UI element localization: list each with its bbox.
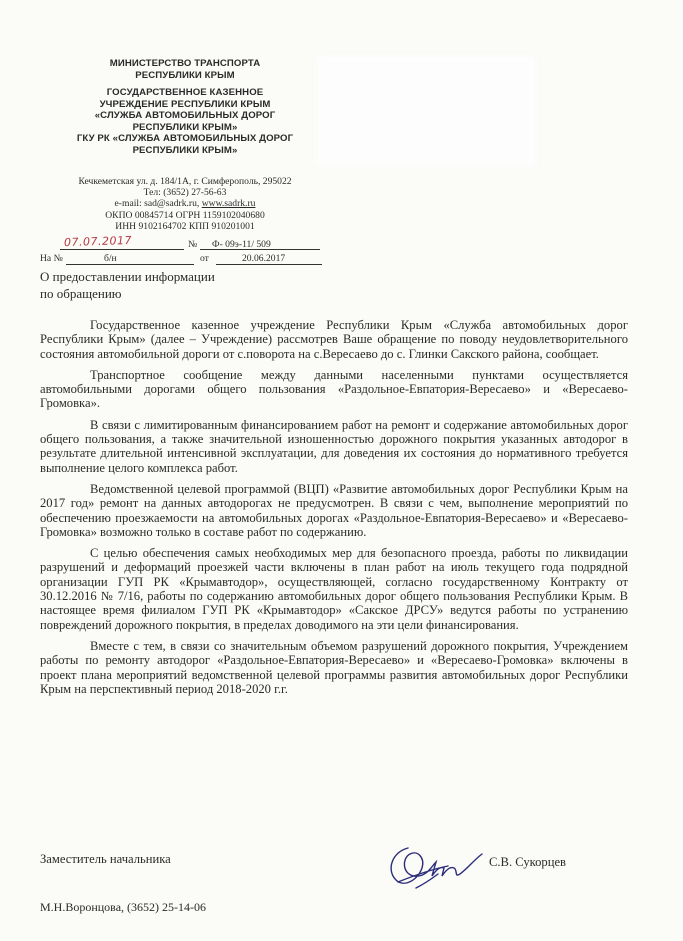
website-link[interactable]: www.sadrk.ru: [201, 198, 256, 210]
reply-date-label: от: [200, 253, 209, 264]
email-label: e-mail: sad@sadrk.ru,: [114, 198, 202, 210]
signer-name: С.В. Сукорцев: [489, 855, 566, 869]
address: Кечкеметская ул. д. 184/1А, г. Симферополь, 295022: [78, 176, 292, 187]
body-paragraph: Ведомственной целевой программой (ВЦП) «Развитие автомобильных дорог Республики Крым на 2017 год» ремонт на данных автодорогах не предусмотрен. В связи с чем, выполнение мероприятий по обеспечению проезжаемости на автомобильных дорогах «Раздольное-Евпатория-Вересаево» и «Вересаево-Громовка» возможно только в составе работ по содержанию.: [40, 481, 628, 539]
outgoing-number: Ф- 09э-11/ 509: [212, 239, 271, 250]
contacts-block: [60, 176, 310, 232]
handwritten-signature: [378, 830, 488, 900]
letterhead-line: РЕСПУБЛИКИ КРЫМ»: [132, 121, 238, 133]
body-paragraph: Государственное казенное учреждение Республики Крым «Служба автомобильных дорог Республики Крым» (далее – Учреждение) рассмотрев Ваше обращение по поводу неудовлетворительного состояния автомобильной дороги от с.поворота на с.Вересаево до с. Глинки Сакского района, сообщает.: [40, 318, 628, 361]
letterhead-line: ГКУ РК «СЛУЖБА АВТОМОБИЛЬНЫХ ДОРОГ: [76, 133, 294, 144]
okpo-ogrn: ОКПО 00845714 ОГРН 1159102040680: [105, 209, 265, 221]
reply-date-underline: [216, 264, 322, 265]
letterhead-line: РЕСПУБЛИКИ КРЫМ: [135, 69, 235, 81]
reply-to-number: б/н: [104, 253, 117, 264]
letter-body: [40, 318, 628, 703]
number-label: №: [188, 239, 198, 250]
letterhead-line: «СЛУЖБА АВТОМОБИЛЬНЫХ ДОРОГ: [94, 110, 276, 121]
reply-number-underline: [66, 264, 194, 265]
body-paragraph: С целью обеспечения самых необходимых мер для безопасного проезда, работы по ликвидации разрушений и деформаций проезжей части включены в план работ на июль текущего года подрядной организации ГУП РК «Крымавтодор», осуществляющей, согласно государственному Контракту от 30.12.2016 № 7/16, работы по содержанию автомобильных дорог общего пользования Республики Крым. В настоящее время филиалом ГУП РК «Крымавтодор» «Сакское ДРСУ» ведутся работы по устранению повреждений дорожного покрытия, в пределах доводимого на эти цели финансирования.: [40, 546, 628, 632]
signer-title: Заместитель начальника: [40, 852, 171, 866]
phone: Тел: (3652) 27-56-63: [143, 187, 227, 199]
date-underline: [60, 249, 184, 250]
reply-to-label: На №: [40, 253, 63, 264]
letterhead-line: РЕСПУБЛИКИ КРЫМ»: [132, 144, 238, 156]
outgoing-date-handwritten: 07.07.2017: [63, 233, 133, 250]
body-paragraph: В связи с лимитированным финансированием работ на ремонт и содержание автомобильных дорог общего пользования, а также значительной изношенностью дорожного покрытия указанных автодорог в результате длительной интенсивной эксплуатации, для доведения их состояния до нормативного требуется выполнение целого комплекса работ.: [40, 417, 628, 475]
body-paragraph: Вместе с тем, в связи со значительным объемом разрушений дорожного покрытия, Учреждением работы по ремонту автодорог «Раздольное-Евпатория-Вересаево» и «Вересаево-Громовка» включены в проект плана мероприятий ведомственной целевой программы развития автомобильных дорог Республики Крым на перспективный период 2018-2020 г.г.: [40, 638, 628, 696]
letterhead-line: УЧРЕЖДЕНИЕ РЕСПУБЛИКИ КРЫМ: [99, 98, 271, 110]
number-underline: [200, 249, 320, 250]
executor-contact: М.Н.Воронцова, (3652) 25-14-06: [40, 900, 207, 914]
redacted-recipient: [316, 56, 536, 166]
letterhead-line: МИНИСТЕРСТВО ТРАНСПОРТА: [109, 58, 261, 69]
subject-line: по обращению: [40, 286, 122, 301]
subject-line: О предоставлении информации: [40, 269, 215, 284]
reply-date: 20.06.2017: [242, 253, 286, 264]
body-paragraph: Транспортное сообщение между данными населенными пунктами осуществляется автомобильными дорогами общего пользования «Раздольное-Евпатория-Вересаево» и «Вересаево-Громовка».: [40, 367, 628, 411]
subject: [40, 268, 215, 302]
letterhead-line: ГОСУДАРСТВЕННОЕ КАЗЕННОЕ: [106, 87, 264, 98]
inn-kpp: ИНН 9102164702 КПП 910201001: [115, 220, 255, 232]
letterhead: [60, 58, 310, 232]
email-line: [60, 198, 310, 209]
